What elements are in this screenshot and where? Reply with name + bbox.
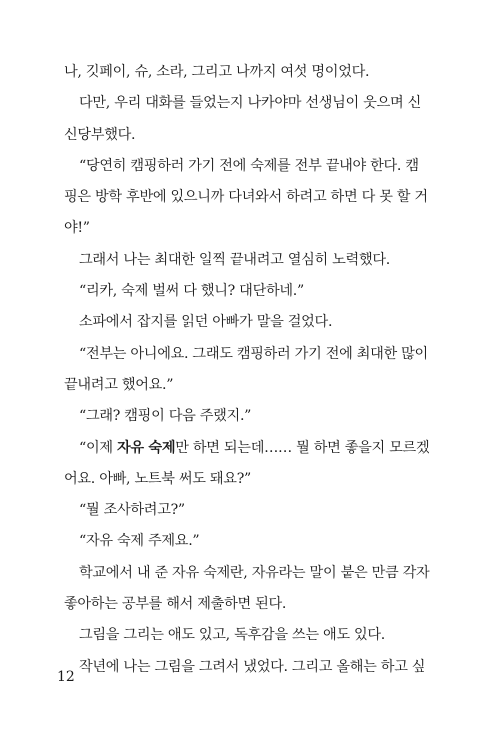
emphasized-term: 자유 숙제 (116, 439, 176, 456)
text-line: 어요. 아빠, 노트북 써도 돼요?” (64, 470, 251, 487)
text-line: 소파에서 잡지를 읽던 아빠가 말을 걸었다. (79, 314, 333, 331)
text-line: 좋아하는 공부를 해서 제출하면 된다. (64, 596, 287, 613)
text-line: “그래? 캠핑이 다음 주랬지.” (79, 408, 252, 425)
text-line: 끝내려고 했어요.” (64, 376, 174, 393)
text-line: “전부는 아니에요. 그래도 캠핑하러 가기 전에 최대한 많이 (79, 345, 428, 362)
text-line: 야!” (64, 220, 90, 237)
text-line: 다만, 우리 대화를 들었는지 나카야마 선생님이 웃으며 신 (79, 95, 421, 112)
page-number: 12 (57, 669, 75, 685)
text-line: 나, 깃페이, 슈, 소라, 그리고 나까지 여섯 명이었다. (64, 64, 370, 80)
text-line: “당연히 캠핑하러 가기 전에 숙제를 전부 끝내야 한다. 캠 (79, 157, 419, 174)
text-line: 그림을 그리는 애도 있고, 독후감을 쓰는 애도 있다. (79, 627, 385, 644)
text-line: “리카, 숙제 벌써 다 했니? 대단하네.” (79, 283, 304, 300)
text-line: “자유 숙제 주제요.” (79, 533, 200, 550)
text-line: 학교에서 내 준 자유 숙제란, 자유라는 말이 붙은 만큼 각자 (79, 564, 430, 581)
text-segment: “이제 (79, 439, 117, 456)
text-line: 작년에 나는 그림을 그려서 냈었다. 그리고 올해는 하고 싶 (79, 658, 426, 675)
text-line: 핑은 방학 후반에 있으니까 다녀와서 하려고 하면 다 못 할 거 (64, 189, 428, 206)
text-line: 신당부했다. (64, 126, 136, 143)
text-line-with-emphasis (64, 433, 438, 464)
text-line: 그래서 나는 최대한 일찍 끝내려고 열심히 노력했다. (79, 251, 390, 268)
text-line: “뭘 조사하려고?” (79, 502, 185, 519)
text-segment: 만 하면 되는데…… 뭘 하면 좋을지 모르겠 (175, 439, 430, 456)
body-text (64, 57, 438, 683)
